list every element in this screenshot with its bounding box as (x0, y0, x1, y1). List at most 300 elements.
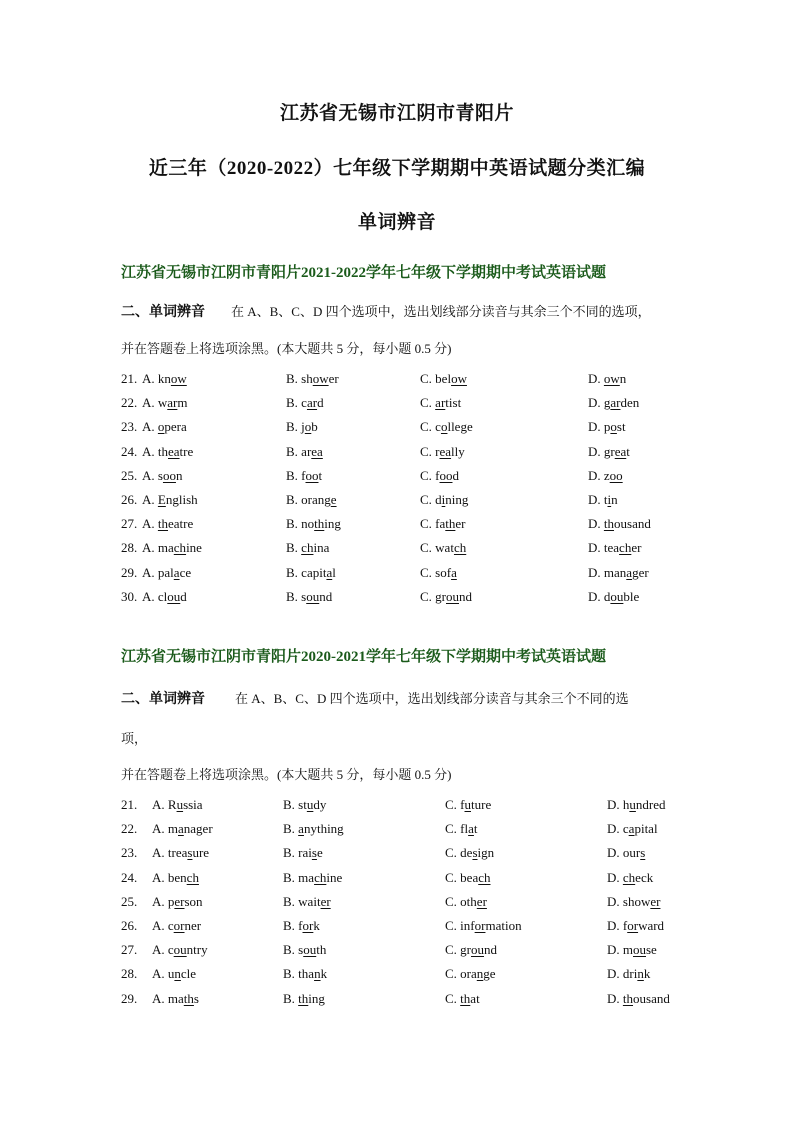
option-text: C. fa (420, 516, 446, 532)
option-text: ign (477, 845, 495, 861)
option-c (445, 870, 491, 886)
underlined-letters: u (629, 797, 636, 812)
option-text: D. z (588, 467, 610, 483)
option-text: C. ora (445, 966, 477, 982)
option-a (142, 395, 188, 411)
option-text: k (313, 918, 320, 933)
option-a (152, 966, 196, 982)
option-text: ing (324, 516, 341, 532)
option-d (588, 540, 641, 556)
option-d (588, 419, 626, 435)
option-text: A. ben (152, 869, 187, 885)
option-text: C. r (420, 443, 440, 459)
question-row (0, 371, 794, 391)
underlined-letters: ch (186, 869, 199, 885)
option-a (142, 492, 198, 508)
underlined-letters: er (320, 893, 331, 909)
underlined-letters: oo (609, 467, 623, 483)
option-text: A. ma (142, 540, 174, 556)
option-text: C. bel (420, 371, 452, 386)
option-text: B. f (283, 918, 303, 933)
option-d (607, 894, 660, 910)
option-c (420, 468, 459, 484)
option-c (420, 565, 457, 581)
option-b (283, 870, 342, 886)
question-number: 26. (121, 918, 138, 933)
option-text: ward (638, 918, 665, 933)
option-text: B. ma (283, 869, 315, 885)
underlined-letters: th (157, 516, 169, 532)
underlined-letters: u (176, 797, 184, 812)
option-text: nd (459, 588, 472, 604)
underlined-letters: th (603, 516, 615, 532)
underlined-letters: i (441, 492, 446, 507)
option-text: k (320, 966, 328, 982)
option-text: den (620, 395, 640, 411)
option-b (286, 565, 336, 581)
option-text: d (180, 588, 187, 604)
question-number: 25. (121, 467, 138, 483)
question-row (0, 894, 794, 914)
option-a (142, 540, 202, 556)
option-text: ousand (614, 516, 651, 532)
underlined-letters: n (637, 966, 644, 982)
underlined-letters: s (640, 845, 646, 861)
section-heading-1: 江苏省无锡市江阴市青阳片2021-2022学年七年级下学期期中考试英语试题 (121, 265, 606, 281)
question-number: 25. (121, 893, 138, 909)
option-d (607, 918, 664, 934)
underlined-letters: ou (471, 942, 484, 958)
underlined-letters: or (474, 918, 486, 933)
underlined-letters: s (472, 845, 478, 861)
question-row (0, 918, 794, 938)
option-text: A. c (152, 942, 174, 958)
doc-title-line3: 单词辨音 (357, 212, 436, 233)
underlined-letters: oo (439, 467, 453, 483)
underlined-letters: u (306, 797, 314, 812)
option-text: k (643, 966, 651, 982)
option-c (445, 942, 497, 958)
underlined-letters: ch (301, 540, 314, 556)
section-instructions-1b: 并在答题卷上将选项涂黑。(本大题共 5 分，每小题 0.5 分) (121, 341, 452, 356)
option-text: ing (308, 990, 325, 1006)
option-text: A. u (152, 966, 175, 982)
option-text: C. c (420, 419, 441, 435)
option-text: st (616, 419, 626, 435)
option-text: nglish (165, 492, 198, 507)
section-instructions-2c: 并在答题卷上将选项涂黑。(本大题共 5 分，每小题 0.5 分) (121, 767, 452, 782)
underlined-letters: a (628, 821, 635, 837)
option-text: at (470, 990, 480, 1006)
option-b (286, 444, 323, 460)
option-text: l (332, 564, 336, 580)
option-text: e (316, 845, 323, 861)
option-text: C. f (420, 467, 440, 483)
underlined-letters: ow (603, 371, 620, 386)
underlined-letters: ou (306, 588, 320, 604)
option-text: B. tha (283, 966, 315, 982)
question-row (0, 419, 794, 439)
question-number: 24. (121, 869, 138, 885)
underlined-letters: ar (610, 395, 621, 411)
underlined-letters: ch (453, 540, 467, 556)
question-row (0, 468, 794, 488)
option-text: ssia (183, 797, 203, 812)
underlined-letters: or (302, 918, 314, 933)
underlined-letters: ou (173, 942, 187, 958)
underlined-letters: s (187, 845, 193, 861)
option-text: lly (451, 443, 465, 459)
underlined-letters: ch (173, 540, 187, 556)
option-d (607, 845, 645, 861)
question-number: 22. (121, 395, 138, 411)
question-row (0, 966, 794, 986)
question-row (0, 492, 794, 512)
section-heading-2: 江苏省无锡市江阴市青阳片2020-2021学年七年级下学期期中考试英语试题 (121, 649, 606, 665)
option-text: D. t (588, 492, 608, 507)
option-text: B. wait (283, 893, 321, 909)
instruction-text: 在 A、B、C、D 四个选项中，选出划线部分读音与其余三个不同的选 (235, 691, 629, 706)
option-text: ousand (633, 990, 670, 1006)
option-b (283, 821, 344, 837)
option-text: A. th (142, 443, 168, 459)
underlined-letters: th (314, 516, 325, 532)
underlined-letters: u (464, 797, 471, 812)
option-text: mation (485, 918, 522, 933)
option-d (588, 492, 618, 508)
underlined-letters: ou (633, 942, 646, 958)
option-text: eck (635, 869, 654, 885)
section-instructions-1 (121, 301, 651, 321)
option-text: B. st (283, 797, 307, 812)
option-text: ina (313, 540, 330, 556)
underlined-letters: ou (610, 588, 624, 604)
question-row (0, 870, 794, 890)
option-b (286, 395, 324, 411)
underlined-letters: ea (311, 443, 323, 459)
underlined-letters: n (476, 966, 484, 982)
option-text: D. m (607, 942, 633, 958)
question-row (0, 589, 794, 609)
option-text: C. wat (420, 540, 454, 556)
underlined-letters: a (173, 564, 180, 580)
option-text: eatre (168, 516, 194, 532)
question-number: 24. (121, 443, 138, 459)
question-number: 28. (121, 966, 138, 982)
option-text: ger (632, 564, 649, 580)
question-number: 27. (121, 516, 138, 532)
option-c (420, 516, 466, 532)
option-text: t (318, 467, 323, 483)
option-text: A. w (142, 395, 168, 411)
underlined-letters: i (607, 492, 612, 507)
question-number: 29. (121, 990, 138, 1006)
option-b (286, 589, 332, 605)
question-row (0, 565, 794, 585)
option-text: C. oth (445, 893, 477, 909)
option-d (607, 870, 653, 886)
option-text: A. s (142, 467, 163, 483)
option-text: D. f (607, 918, 628, 933)
option-a (152, 894, 203, 910)
question-number: 28. (121, 540, 138, 556)
question-row (0, 395, 794, 415)
option-text: t (626, 443, 630, 459)
question-number: 21. (121, 371, 138, 386)
underlined-letters: ch (619, 540, 632, 556)
option-c (445, 845, 494, 861)
option-text: D. (607, 990, 623, 1006)
underlined-letters: oo (162, 467, 176, 483)
question-number: 30. (121, 588, 138, 604)
option-text: llege (447, 419, 473, 435)
underlined-letters: o (157, 419, 165, 435)
option-text: n (611, 492, 618, 507)
question-row (0, 444, 794, 464)
option-text: A. pal (142, 564, 174, 580)
option-text: ge (483, 966, 496, 982)
underlined-letters: a (178, 821, 184, 837)
underlined-letters: th (298, 990, 309, 1006)
option-text: A. kn (142, 371, 171, 386)
option-text: s (193, 990, 199, 1006)
option-d (588, 565, 649, 581)
option-text: d (317, 395, 324, 411)
underlined-letters: th (460, 990, 471, 1006)
option-text: B. s (283, 942, 304, 958)
option-text: C. f (445, 797, 465, 812)
option-text: d (452, 467, 459, 483)
underlined-letters: ch (622, 869, 636, 885)
option-text: A. trea (152, 845, 188, 861)
option-d (588, 589, 639, 605)
underlined-letters: ar (306, 395, 318, 411)
option-text: n (175, 467, 183, 483)
option-a (142, 444, 193, 460)
section-label-2: 二、单词辨音 (121, 692, 205, 707)
underlined-letters: ea (614, 443, 627, 459)
option-text: A. p (152, 893, 175, 909)
option-text: m (177, 395, 188, 411)
option-d (607, 821, 658, 837)
option-a (152, 797, 203, 813)
option-d (588, 444, 630, 460)
option-text: D. (588, 371, 604, 386)
option-text: nager (183, 821, 213, 837)
option-text: son (184, 893, 203, 909)
option-text: ure (192, 845, 210, 861)
option-text: C. d (420, 492, 442, 507)
question-row (0, 845, 794, 865)
option-text: th (316, 942, 327, 958)
question-number: 27. (121, 942, 138, 958)
option-b (286, 540, 329, 556)
option-text: A. R (152, 797, 177, 812)
option-b (283, 991, 325, 1007)
option-d (607, 991, 670, 1007)
option-text: A. (142, 419, 158, 435)
option-c (420, 371, 467, 387)
question-row (0, 991, 794, 1011)
option-text: A. (142, 516, 158, 532)
option-text: b (311, 419, 318, 435)
option-text: D. tea (588, 540, 620, 556)
underlined-letters: a (326, 564, 333, 580)
underlined-letters: ea (168, 443, 180, 459)
question-number: 22. (121, 821, 138, 837)
option-b (286, 468, 322, 484)
instruction-text: 在 A、B、C、D 四个选项中，选出划线部分读音与其余三个不同的选项， (231, 304, 651, 319)
section-instructions-2 (121, 688, 629, 708)
underlined-letters: ar (435, 395, 446, 411)
option-text: cle (180, 966, 197, 982)
option-text: B. (286, 540, 302, 556)
question-number: 23. (121, 419, 138, 435)
option-a (152, 942, 208, 958)
option-text: B. c (286, 395, 307, 411)
option-c (445, 894, 487, 910)
underlined-letters: er (174, 893, 185, 909)
underlined-letters: n (314, 966, 321, 982)
section-instructions-2b: 项， (121, 731, 148, 746)
question-number: 21. (121, 797, 138, 812)
option-text: se (646, 942, 657, 958)
option-text: nd (319, 588, 333, 604)
underlined-letters: a (298, 821, 304, 837)
option-b (286, 516, 341, 532)
option-text: B. no (286, 516, 315, 532)
option-b (283, 797, 326, 813)
option-c (420, 444, 465, 460)
question-row (0, 540, 794, 560)
option-b (283, 845, 323, 861)
option-c (420, 395, 461, 411)
underlined-letters: n (174, 966, 181, 982)
option-d (588, 371, 626, 387)
underlined-letters: er (476, 893, 487, 909)
option-text: C. inf (445, 918, 475, 933)
option-a (152, 870, 199, 886)
question-number: 29. (121, 564, 138, 580)
option-text: C. sof (420, 564, 452, 580)
option-a (152, 845, 209, 861)
underlined-letters: ar (167, 395, 178, 411)
option-text: pital (634, 821, 658, 837)
option-text: D. c (607, 821, 629, 837)
option-text: tre (179, 443, 194, 459)
option-c (445, 821, 478, 837)
option-text: D. p (588, 419, 611, 435)
option-text: D. (607, 869, 623, 885)
option-b (286, 419, 318, 435)
option-c (445, 918, 522, 934)
option-text: er (455, 516, 466, 532)
option-text: C. de (445, 845, 473, 861)
option-text: er (631, 540, 642, 556)
option-text: D. g (588, 395, 611, 411)
option-text: ndred (635, 797, 666, 812)
option-text: ture (471, 797, 492, 812)
option-text: B. s (286, 588, 307, 604)
option-text: D. h (607, 797, 630, 812)
underlined-letters: E (157, 492, 166, 507)
option-text: n (619, 371, 627, 386)
option-text: dy (313, 797, 327, 812)
option-text: C. (420, 395, 436, 411)
option-c (445, 797, 491, 813)
underlined-letters: ou (167, 588, 181, 604)
option-text: B. (283, 821, 299, 837)
option-text: D. show (607, 893, 651, 909)
option-text: pera (164, 419, 187, 435)
option-text: t (473, 821, 478, 837)
option-text: ble (623, 588, 640, 604)
option-text: B. f (286, 467, 306, 483)
question-number: 23. (121, 845, 138, 861)
underlined-letters: a (626, 564, 633, 580)
option-text: er (328, 371, 339, 386)
option-text: D. dri (607, 966, 638, 982)
option-text: A. m (152, 821, 178, 837)
underlined-letters: ou (446, 588, 459, 604)
option-d (588, 516, 651, 532)
option-a (152, 918, 201, 934)
option-text: B. sh (286, 371, 313, 386)
underlined-letters: th (445, 516, 456, 532)
underlined-letters: ou (303, 942, 317, 958)
option-a (142, 516, 193, 532)
option-text: D. our (607, 845, 641, 861)
option-c (420, 492, 468, 508)
option-a (142, 565, 191, 581)
option-text: D. gr (588, 443, 615, 459)
option-b (286, 371, 339, 387)
option-text: D. d (588, 588, 611, 604)
underlined-letters: o (610, 419, 617, 435)
option-a (142, 589, 187, 605)
option-text: ine (186, 540, 202, 556)
underlined-letters: o (304, 419, 312, 435)
option-a (142, 419, 187, 435)
underlined-letters: or (627, 918, 639, 933)
option-text: ntry (186, 942, 208, 958)
option-text: C. (445, 990, 461, 1006)
option-d (588, 395, 639, 411)
underlined-letters: o (440, 419, 448, 435)
option-c (445, 966, 496, 982)
option-text: B. capit (286, 564, 327, 580)
option-text: ce (179, 564, 192, 580)
option-text: C. bea (445, 869, 479, 885)
underlined-letters: th (622, 990, 634, 1006)
option-c (420, 419, 473, 435)
option-text: ine (326, 869, 343, 885)
question-number: 26. (121, 492, 138, 507)
underlined-letters: e (330, 492, 337, 507)
question-row (0, 942, 794, 962)
option-text: ning (445, 492, 469, 507)
underlined-letters: ow (312, 371, 329, 386)
option-text: D. (588, 516, 604, 532)
option-a (142, 468, 182, 484)
option-text: nd (484, 942, 497, 958)
option-text: C. fl (445, 821, 469, 837)
option-b (286, 492, 337, 508)
question-row (0, 821, 794, 841)
option-b (283, 894, 331, 910)
option-c (420, 540, 466, 556)
option-text: B. (283, 990, 299, 1006)
